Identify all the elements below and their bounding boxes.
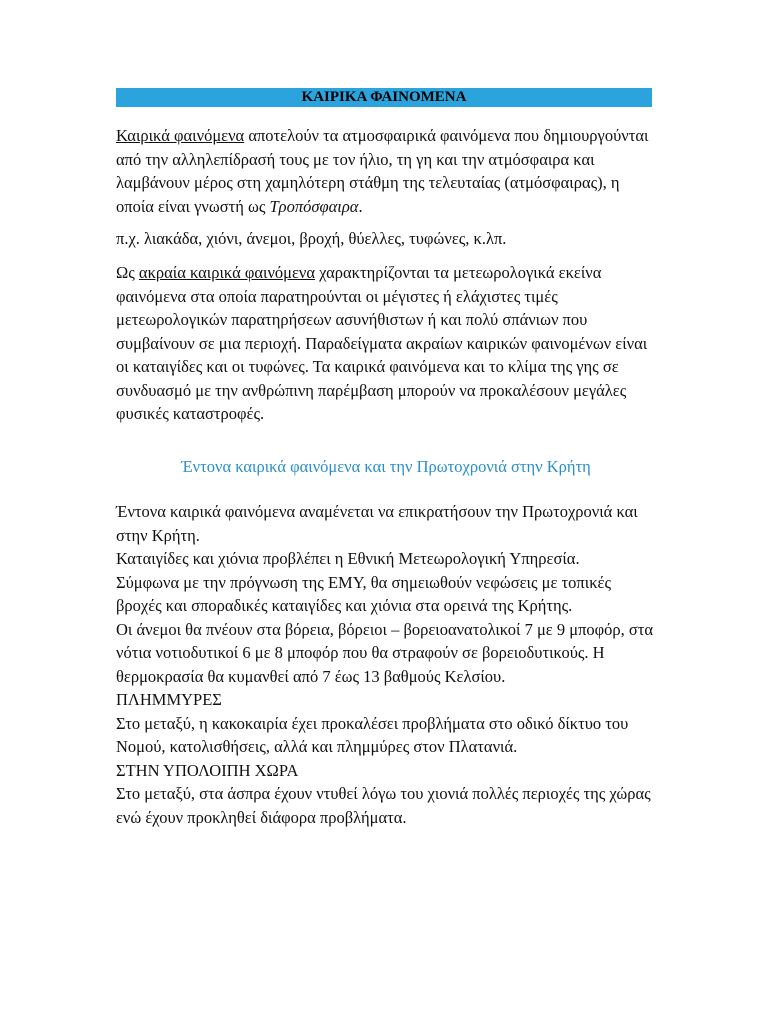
news-line: Οι άνεμοι θα πνέουν στα βόρεια, βόρειοι – βορειοανατολικοί 7 με 9 μποφόρ, στα νότια νοτιοδυτικοί 6 με 8 μποφόρ που θα στραφούν σε βορειοδυτικούς. Η θερμοκρασία θα κυμανθεί από 7 έως 13 βαθμούς Κελσίου. <box>116 619 654 686</box>
news-line: Σύμφωνα με την πρόγνωση της ΕΜΥ, θα σημειωθούν νεφώσεις με τοπικές βροχές και σποραδικές καταιγίδες και χιόνια στα ορεινά της Κρήτης. <box>116 572 611 615</box>
news-body <box>116 500 656 829</box>
section-heading-rest-of-country: ΣΤΗΝ ΥΠΟΛΟΙΠΗ ΧΩΡΑ <box>116 760 299 780</box>
news-line: Στο μεταξύ, η κακοκαιρία έχει προκαλέσει προβλήματα στο οδικό δίκτυο του Νομού, κατολισθήσεις, αλλά και πλημμύρες στον Πλατανιά. <box>116 713 629 756</box>
news-line: Στο μεταξύ, στα άσπρα έχουν ντυθεί λόγω του χιονιά πολλές περιοχές της χώρας ενώ έχουν προκληθεί διάφορα προβλήματα. <box>116 784 651 827</box>
news-line: Έντονα καιρικά φαινόμενα αναμένεται να επικρατήσουν την Πρωτοχρονιά και στην Κρήτη. <box>116 502 638 545</box>
examples-text: π.χ. λιακάδα, χιόνι, άνεμοι, βροχή, θύελλες, τυφώνες, κ.λπ. <box>116 229 507 248</box>
section-heading-floods: ΠΛΗΜΜΥΡΕΣ <box>116 690 222 709</box>
news-line: Καταιγίδες και χιόνια προβλέπει η Εθνική Μετεωρολογική Υπηρεσία. <box>116 549 580 568</box>
intro-end: . <box>358 196 363 216</box>
extreme-lead: Ως <box>116 263 139 282</box>
intro-paragraph <box>116 124 656 218</box>
term-extreme-phenomena: ακραία καιρικά φαινόμενα <box>138 263 316 282</box>
extreme-text: χαρακτηρίζονται τα μετεωρολογικά εκείνα φαινόμενα στα οποία παρατηρούνται οι μέγιστες ή ελάχιστες τιμές μετεωρολογικών παρατηρήσεων ασυνήθιστων ή και πολύ σπάνιων που συμβαίνουν σε μια περιοχή. Παραδείγματα ακραίων καιρικών φαινομένων είναι οι καταιγίδες και οι τυφώνες. Τα καιρικά φαινόμενα και το κλίμα της γης σε συνδυασμό με την ανθρώπινη παρέμβαση μπορούν να προκαλέσουν μεγάλες φυσικές καταστροφές. <box>116 263 648 423</box>
document-title: ΚΑΙΡΙΚΑ ΦΑΙΝΟΜΕΝΑ <box>116 88 652 107</box>
examples-paragraph <box>116 227 656 251</box>
intro-text: αποτελούν τα ατμοσφαιρικά φαινόμενα που δημιουργούνται από την αλληλεπίδρασή τους με τον ήλιο, τη γη και την ατμόσφαιρα και λαμβάνουν μέρος στη χαμηλότερη στάθμη της τελευταίας (ατμόσφαιρας), η οποία είναι γνωστή ως <box>116 126 649 216</box>
term-troposphere: Τροπόσφαιρα <box>269 196 359 216</box>
extreme-paragraph <box>116 261 656 426</box>
section-subheading: Έντονα καιρικά φαινόμενα και την Πρωτοχρονιά στην Κρήτη <box>181 457 591 476</box>
term-weather-phenomena: Καιρικά φαινόμενα <box>116 126 245 145</box>
